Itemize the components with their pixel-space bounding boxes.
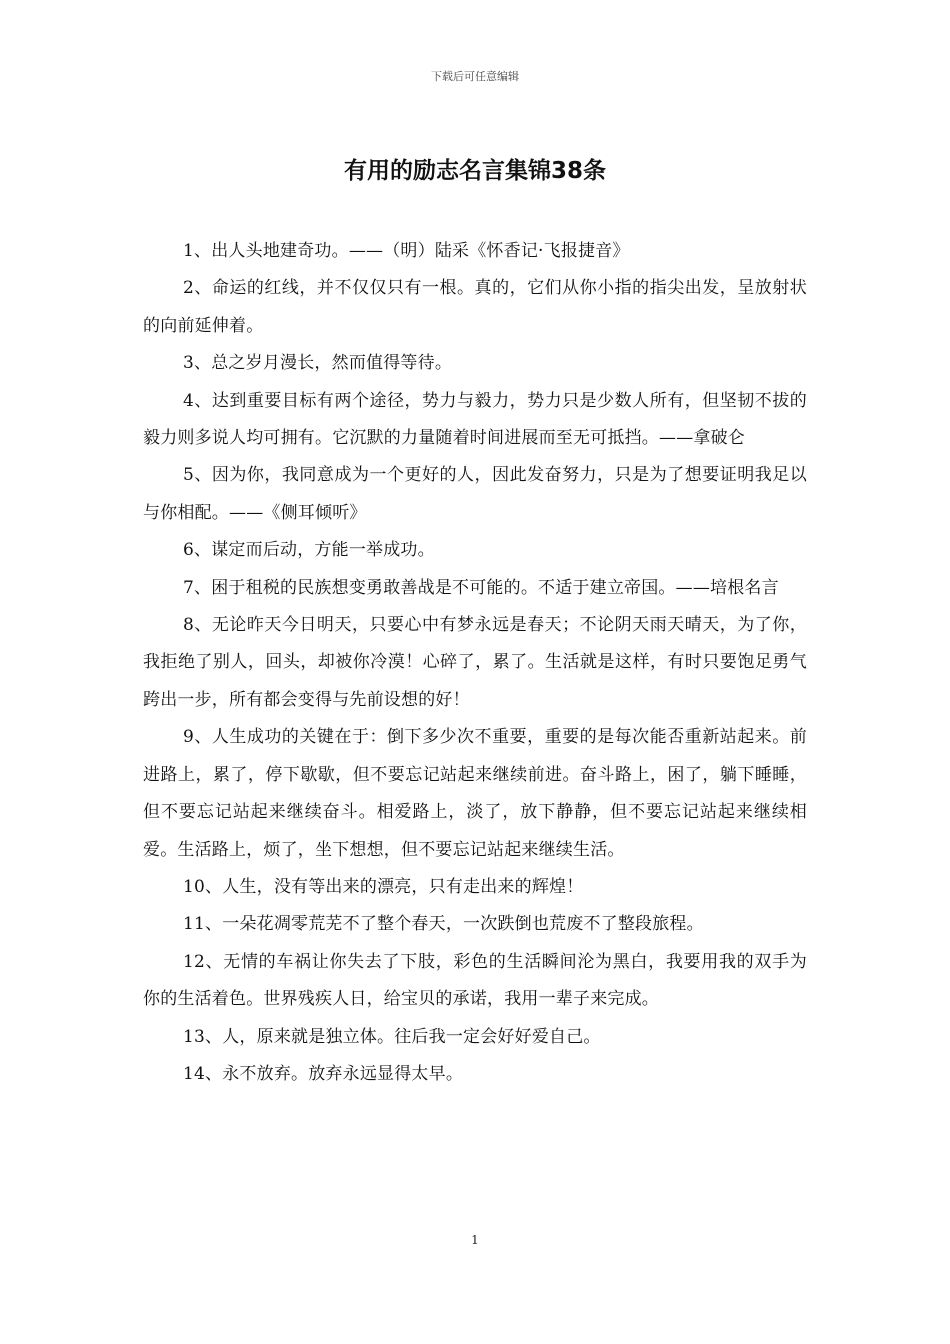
quote-paragraph: 13、人，原来就是独立体。往后我一定会好好爱自己。: [183, 1026, 601, 1047]
quote-paragraph: 4、达到重要目标有两个途径，势力与毅力，势力只是少数人所有，但坚韧不拔的毅力则多说人均可拥有。它沉默的力量随着时间进展而至无可抵挡。——拿破仑: [143, 390, 807, 449]
quote-paragraph: 8、无论昨天今日明天，只要心中有梦永远是春天；不论阴天雨天晴天，为了你，我拒绝了别人，回头，却被你冷漠！心碎了，累了。生活就是这样，有时只要饱足勇气跨出一步，所有都会变得与先前设想的好！: [143, 615, 807, 710]
quote-paragraph: 11、一朵花凋零荒芜不了整个春天，一次跌倒也荒废不了整段旅程。: [183, 914, 704, 935]
header-note: 下载后可任意编辑: [431, 70, 519, 83]
quote-paragraph: 14、永不放弃。放弃永远显得太早。: [183, 1063, 464, 1084]
quote-paragraph: 2、命运的红线，并不仅仅只有一根。真的，它们从你小指的指尖出发，呈放射状的向前延伸着。: [143, 278, 807, 336]
quote-paragraph: 3、总之岁月漫长，然而值得等待。: [183, 353, 453, 374]
quote-paragraph: 5、因为你，我同意成为一个更好的人，因此发奋努力，只是为了想要证明我足以与你相配。——《侧耳倾听》: [143, 465, 807, 523]
page-number: 1: [471, 1233, 479, 1247]
document-body: [143, 233, 807, 1093]
quote-paragraph: 12、无情的车祸让你失去了下肢，彩色的生活瞬间沦为黑白，我要用我的双手为你的生活着色。世界残疾人日，给宝贝的承诺，我用一辈子来完成。: [143, 951, 807, 1010]
quote-paragraph: 7、困于租税的民族想变勇敢善战是不可能的。不适于建立帝国。——培根名言: [183, 577, 779, 598]
quote-paragraph: 6、谋定而后动，方能一举成功。: [183, 540, 435, 561]
quote-paragraph: 10、人生，没有等出来的漂亮，只有走出来的辉煌！: [183, 876, 584, 897]
quote-paragraph: 1、出人头地建奇功。——（明）陆采《怀香记·飞报捷音》: [183, 241, 630, 261]
quote-paragraph: 9、人生成功的关键在于：倒下多少次不重要，重要的是每次能否重新站起来。前进路上，累了，停下歇歇，但不要忘记站起来继续前进。奋斗路上，困了，躺下睡睡，但不要忘记站起来继续奋斗。相爱路上，淡了，放下静静，但不要忘记站起来继续相爱。生活路上，烦了，坐下想想，但不要忘记站起来继续生活。: [143, 727, 807, 860]
document-title: 有用的励志名言集锦38条: [343, 158, 606, 184]
